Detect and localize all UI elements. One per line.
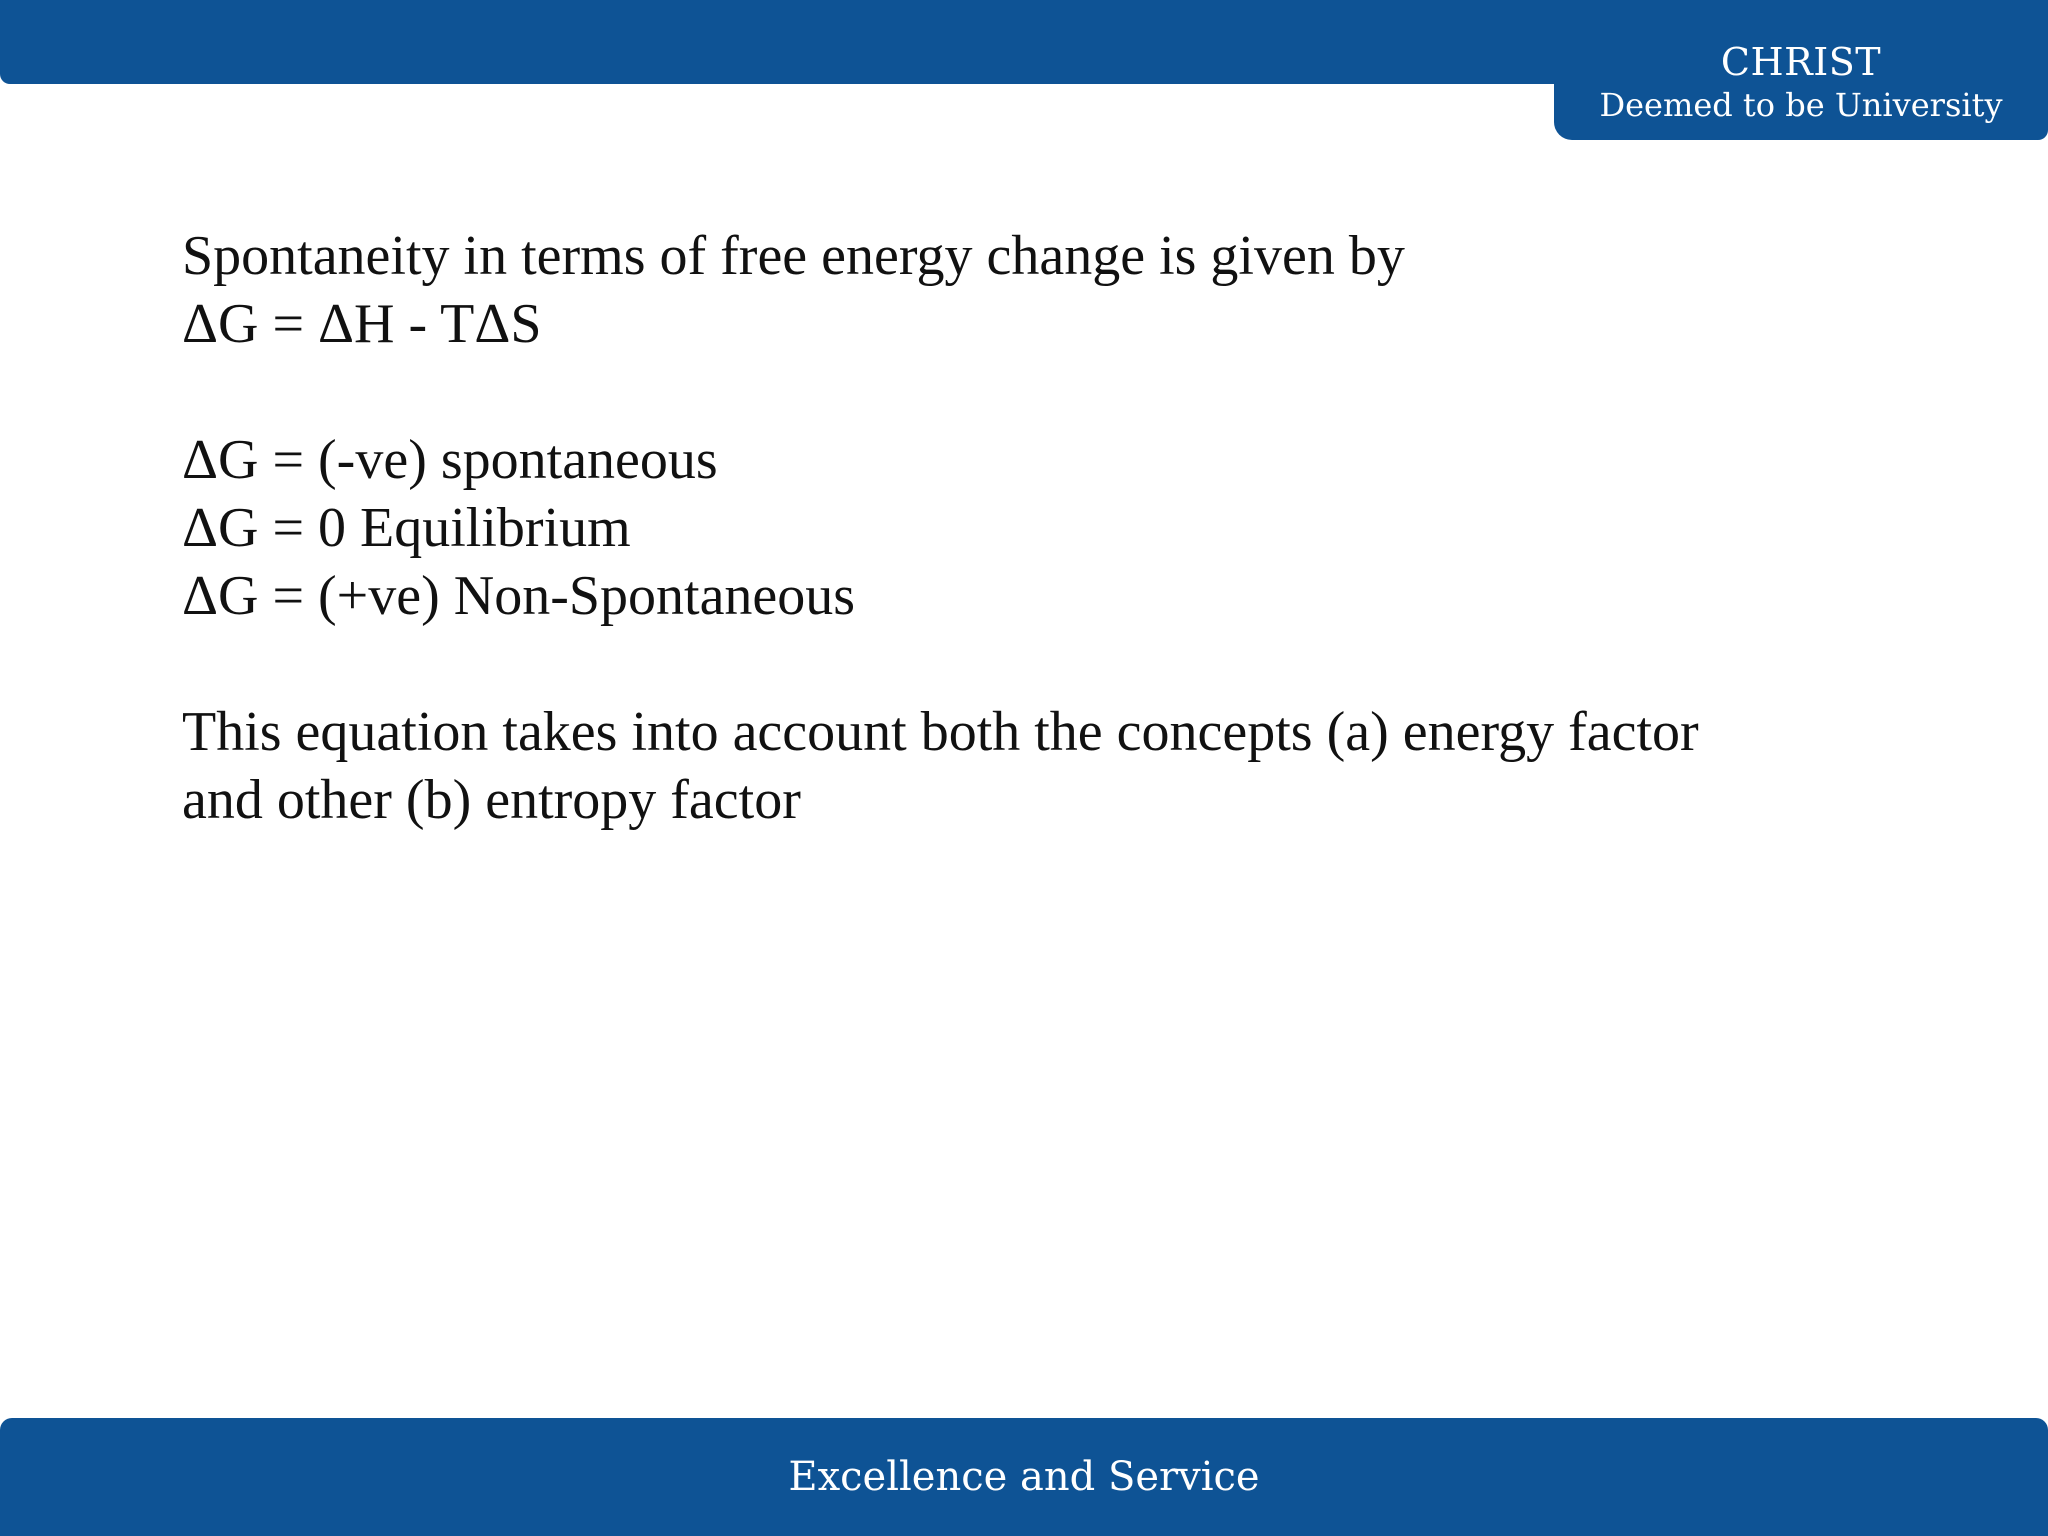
spacer bbox=[182, 358, 1932, 426]
footer-bar bbox=[0, 1418, 2048, 1536]
condition-non-spontaneous: ΔG = (+ve) Non-Spontaneous bbox=[182, 565, 856, 627]
spacer bbox=[182, 630, 1932, 698]
intro-text: Spontaneity in terms of free energy change is given by bbox=[182, 225, 1405, 287]
university-brand bbox=[1554, 0, 2048, 140]
conclusion-line-1: This equation takes into account both the concepts (a) energy factor bbox=[182, 701, 1699, 763]
brand-subtitle: Deemed to be University bbox=[1599, 86, 2003, 124]
free-energy-equation: ΔG = ΔH - TΔS bbox=[182, 293, 542, 355]
conclusion-line-2: and other (b) entropy factor bbox=[182, 769, 801, 831]
condition-equilibrium: ΔG = 0 Equilibrium bbox=[182, 497, 631, 559]
footer-motto: Excellence and Service bbox=[788, 1454, 1260, 1500]
slide-content bbox=[182, 222, 1932, 834]
condition-spontaneous: ΔG = (-ve) spontaneous bbox=[182, 429, 718, 491]
brand-name: CHRIST bbox=[1720, 40, 1882, 84]
